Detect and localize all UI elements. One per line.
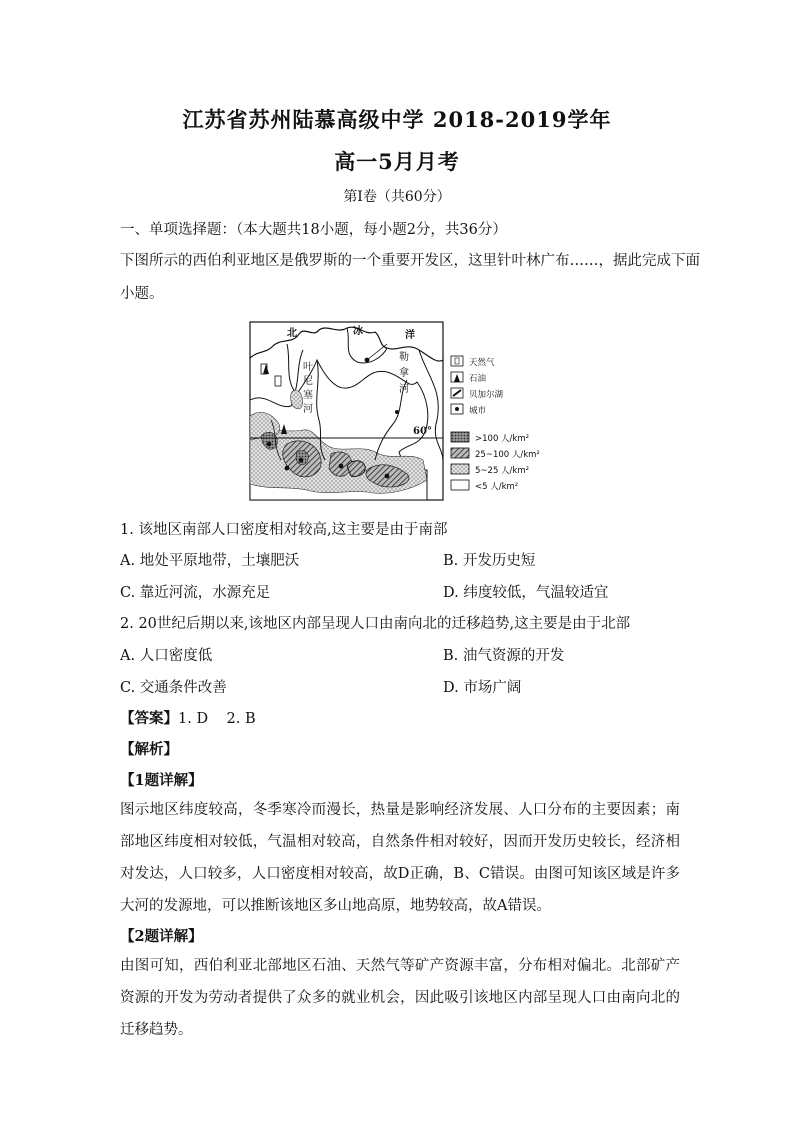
siberia-map	[247, 320, 547, 504]
city-icon	[339, 464, 344, 469]
siberia-map-figure	[247, 320, 547, 504]
question-2-option-a: A. 人口密度低	[120, 648, 213, 664]
section-title: 第Ⅰ卷（共60分）	[343, 189, 451, 205]
latitude-label: 60°	[413, 426, 432, 437]
legend-density-3-swatch	[451, 464, 469, 474]
intro-line-1: 下图所示的西伯利亚地区是俄罗斯的一个重要开发区，这里针叶林广布……，据此完成下面	[120, 253, 700, 269]
legend-density-2-label: 25~100 人/km²	[475, 450, 540, 460]
analysis-q2-label: 【2题详解】	[120, 928, 203, 945]
lena-label-1: 勒	[399, 352, 409, 363]
legend-lake-label: 贝加尔湖	[469, 390, 504, 400]
analysis-q2-text: 由图可知，西伯利亚北部地区石油、天然气等矿产资源丰富，分布相对偏北。北部矿产资源的开发为劳动者提供了众多的就业机会，因此吸引该地区内部呈现人口由南向北的迁移趋势。	[120, 958, 680, 1038]
legend-density-1-swatch	[451, 432, 469, 442]
question-2-option-b: B. 油气资源的开发	[443, 648, 565, 664]
yenisei-label-2: 尼	[303, 376, 313, 387]
legend-density-3-label: 5~25 人/km²	[475, 466, 530, 476]
question-1-option-a: A. 地处平原地带，土壤肥沃	[120, 553, 300, 569]
ocean-label-2: 冰	[353, 326, 363, 337]
legend-gas-label: 天然气	[469, 358, 495, 368]
analysis-label: 【解析】	[120, 741, 178, 758]
yenisei-label-1: 叶	[303, 362, 313, 373]
yenisei-label-3: 塞	[303, 390, 313, 401]
question-1-option-d: D. 纬度较低，气温较适宜	[443, 585, 609, 601]
city-icon	[285, 466, 290, 471]
answer-label: 【答案】	[120, 710, 178, 727]
ocean-label-1: 北	[287, 328, 297, 339]
intro-line-2: 小题。	[120, 286, 164, 302]
part-heading: 一、单项选择题：（本大题共18小题，每小题2分，共36分）	[120, 222, 507, 238]
yenisei-label-4: 河	[303, 404, 313, 415]
document-title-line1: 江苏省苏州陆慕高级中学 2018-2019学年	[182, 107, 612, 132]
answer-line	[120, 707, 256, 728]
question-2-stem: 2. 20世纪后期以来,该地区内部呈现人口由南向北的迁移趋势,这主要是由于北部	[120, 616, 631, 632]
gas-icon	[275, 376, 281, 386]
city-icon	[299, 458, 304, 463]
question-2-option-c: C. 交通条件改善	[120, 680, 227, 696]
lena-label-3: 河	[399, 384, 409, 395]
question-1-option-c: C. 靠近河流，水源充足	[120, 585, 271, 601]
map-legend	[451, 356, 540, 492]
analysis-q1-text: 图示地区纬度较高，冬季寒冷而漫长，热量是影响经济发展、人口分布的主要因素；南部地区纬度相对较低，气温相对较高，自然条件相对较好，因而开发历史较长，经济相对发达，人口较多，人口密度相对较高，故D正确，B、C错误。由图可知该区域是许多大河的发源地，可以推断该地区多山地高原，地势较高，故A错误。	[120, 802, 680, 914]
question-2-option-d: D. 市场广阔	[443, 680, 522, 696]
lena-label-2: 拿	[399, 368, 409, 379]
document-title-line2: 高一5月月考	[334, 149, 460, 174]
analysis-q1-label: 【1题详解】	[120, 772, 203, 789]
question-1-stem: 1. 该地区南部人口密度相对较高,这主要是由于南部	[120, 522, 448, 538]
ocean-label-3: 洋	[405, 330, 415, 341]
legend-density-1-label: >100 人/km²	[475, 434, 530, 444]
answer-text: 1. D 2. B	[178, 711, 256, 727]
legend-density-2-swatch	[451, 448, 469, 458]
question-1-option-b: B. 开发历史短	[443, 553, 536, 569]
city-icon	[385, 474, 390, 479]
city-icon	[395, 410, 399, 414]
legend-density-4-swatch	[451, 480, 469, 490]
legend-oil-label: 石油	[469, 374, 487, 384]
legend-density-4-label: <5 人/km²	[475, 482, 519, 492]
city-icon	[267, 442, 272, 447]
legend-city-label: 城市	[469, 406, 487, 416]
